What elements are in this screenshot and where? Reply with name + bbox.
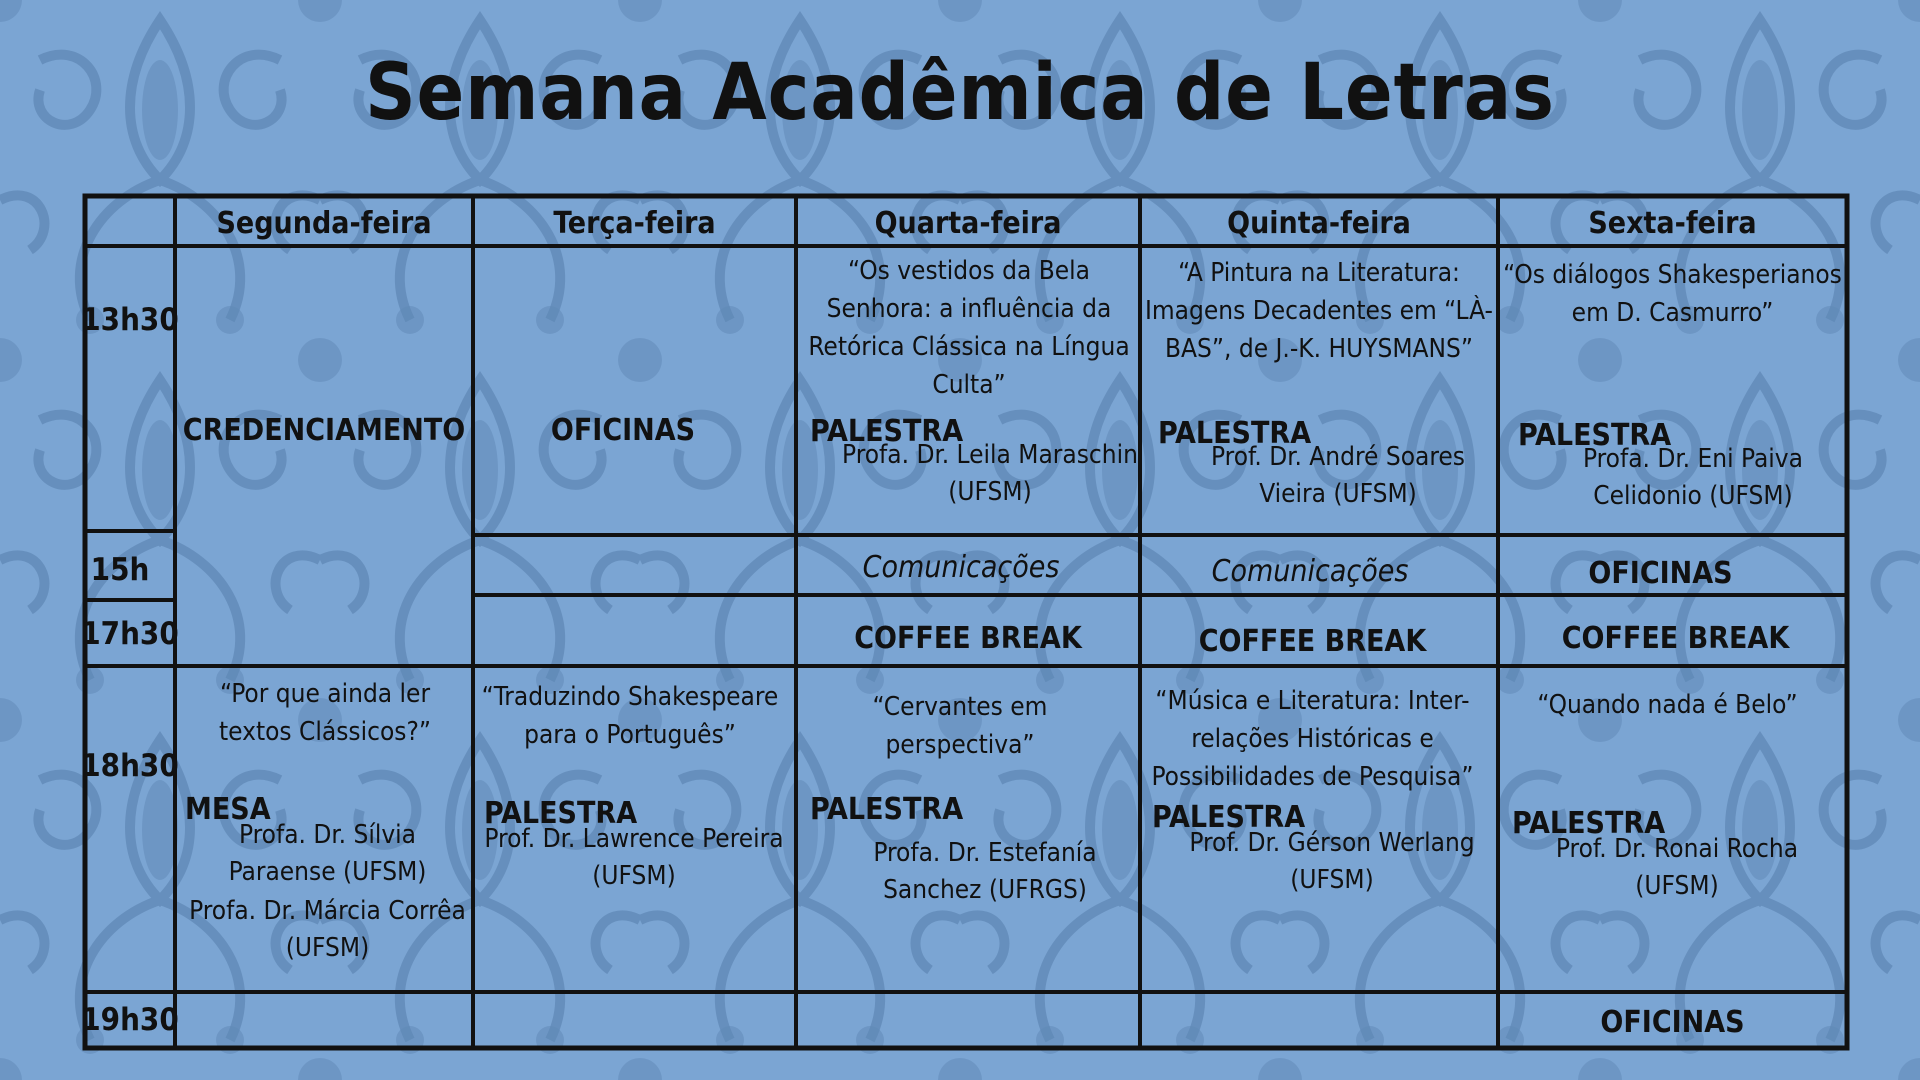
header-friday: Sexta-feira [1588,205,1757,241]
talk-title: “Quando nada é Belo” [1537,690,1798,720]
oficinas-friday-15h: OFICINAS [1588,555,1733,591]
talk-title: “Música e Literatura: Inter-relações Históricas e Possibilidades de Pesquisa” [1151,686,1474,792]
session-type: PALESTRA [810,792,964,827]
speaker-name: Prof. Dr. Ronai Rocha (UFSM) [1555,834,1799,901]
oficinas-friday-19h30: OFICINAS [1600,1004,1745,1040]
session-thursday-afternoon-speaker [1158,416,1488,513]
session-type: MESA [185,792,271,827]
session-type: PALESTRA [484,796,638,831]
session-monday-evening [185,675,465,751]
session-type: PALESTRA [1518,418,1672,453]
coffee-break-thursday: COFFEE BREAK [1198,623,1427,659]
header-thursday: Quinta-feira [1227,205,1411,241]
header-monday: Segunda-feira [216,205,432,241]
speaker-name-2: Profa. Dr. Márcia Corrêa (UFSM) [189,896,466,963]
speaker-name: Profa. Dr. Estefanía Sanchez (UFRGS) [873,838,1097,905]
session-friday-afternoon [1500,256,1845,332]
time-19h30: 19h30 [81,1002,179,1038]
credenciamento-cell: CREDENCIAMENTO [182,412,466,448]
talk-title: “Traduzindo Shakespeare para o Português” [481,682,779,750]
time-17h30: 17h30 [81,616,179,652]
time-18h30: 18h30 [81,748,179,784]
talk-title: “Cervantes em perspectiva” [872,692,1048,760]
comunicacoes-wednesday: Comunicações [862,549,1060,585]
speaker-name: Prof. Dr. Gérson Werlang (UFSM) [1189,828,1475,895]
session-type: PALESTRA [810,414,964,449]
session-thursday-evening [1140,682,1485,796]
talk-title: “A Pintura na Literatura: Imagens Decadentes em “LÀ-BAS”, de J.-K. HUYSMANS” [1145,258,1493,364]
session-wednesday-evening [800,688,1120,764]
speaker-name: Prof. Dr. André Soares Vieira (UFSM) [1211,442,1465,509]
session-wednesday-evening-speaker [810,792,1130,909]
session-tuesday-evening [480,678,780,754]
session-friday-evening-speaker [1512,806,1832,905]
session-type: PALESTRA [1152,800,1306,835]
session-friday-afternoon-speaker [1518,418,1838,515]
session-monday-evening-speakers [185,792,470,967]
header-tuesday: Terça-feira [553,205,716,241]
speaker-name: Prof. Dr. Lawrence Pereira (UFSM) [484,824,784,891]
talk-title: “Por que ainda ler textos Clássicos?” [219,679,431,747]
session-type: PALESTRA [1512,806,1666,841]
talk-title: “Os diálogos Shakesperianos em D. Casmurro” [1503,260,1842,328]
time-13h30: 13h30 [81,302,179,338]
session-type: PALESTRA [1158,416,1312,451]
session-friday-evening [1500,686,1835,724]
speaker-name: Profa. Dr. Leila Maraschin (UFSM) [842,440,1138,507]
session-thursday-afternoon [1140,254,1498,368]
talk-title: “Os vestidos da Bela Senhora: a influência da Retórica Clássica na Língua Culta” [808,256,1130,400]
session-wednesday-afternoon-speaker [810,414,1140,511]
speaker-name-1: Profa. Dr. Sílvia Paraense (UFSM) [228,820,427,887]
session-thursday-evening-speaker [1152,800,1482,899]
page-title: Semana Acadêmica de Letras [365,48,1555,138]
coffee-break-friday: COFFEE BREAK [1561,620,1790,656]
coffee-break-wednesday: COFFEE BREAK [854,620,1082,656]
session-wednesday-afternoon [800,252,1138,404]
session-tuesday-evening-speaker [484,796,784,895]
oficinas-tuesday-cell: OFICINAS [550,412,696,448]
header-wednesday: Quarta-feira [874,205,1062,241]
time-15h: 15h [90,552,150,588]
speaker-name: Profa. Dr. Eni Paiva Celidonio (UFSM) [1583,444,1803,511]
comunicacoes-thursday: Comunicações [1211,553,1409,589]
